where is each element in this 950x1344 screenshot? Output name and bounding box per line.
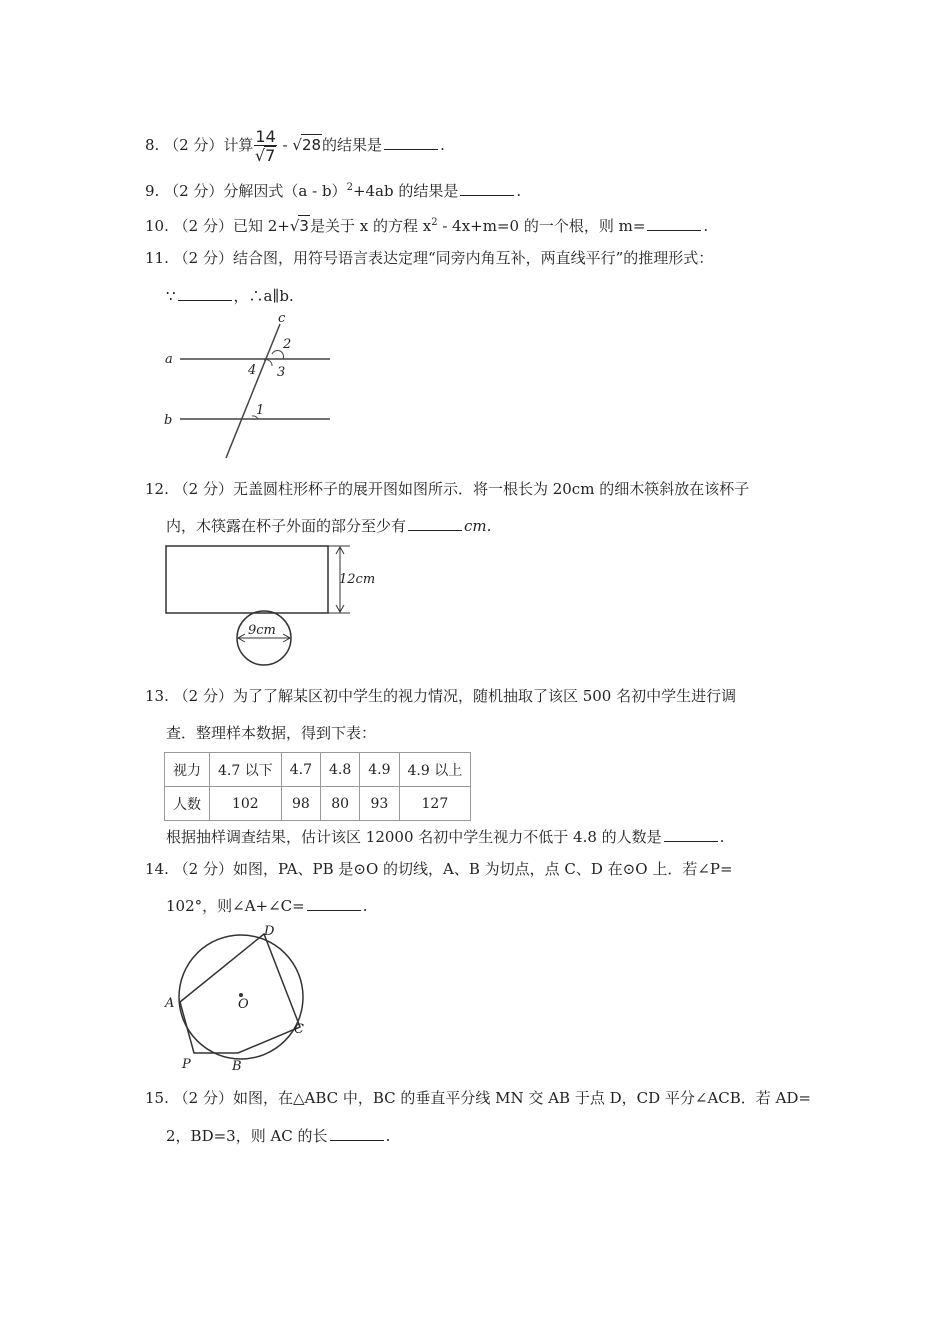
table-cell: 4.7 [281, 753, 320, 787]
minus-sign: - [277, 136, 293, 154]
table-cell: 人数 [165, 787, 210, 821]
table-cell: 视力 [165, 753, 210, 787]
because-symbol: ∵ [166, 287, 176, 305]
answer-blank[interactable] [330, 1126, 384, 1141]
radical-sign: √ [254, 146, 266, 165]
table-row [165, 753, 471, 787]
fraction-numerator: 14 [255, 127, 276, 146]
question-text: 无盖圆柱形杯子的展开图如图所示．将一根长为 20cm 的细木筷斜放在该杯子 [232, 480, 750, 498]
question-13-line3: 根据抽样调查结果，估计该区 12000 名初中学生视力不低于 4.8 的人数是 . [166, 828, 725, 846]
question-text: 为了了解某区初中学生的视力情况，随机抽取了该区 500 名初中学生进行调 [232, 687, 737, 705]
answer-blank[interactable] [408, 516, 462, 531]
question-15-line2: 2，BD=3，则 AC 的长 . [166, 1127, 391, 1145]
question-14 [145, 859, 733, 879]
table-row [165, 787, 471, 821]
table-cell: 80 [320, 787, 359, 821]
figure-circle-tangents [160, 920, 320, 1080]
question-text: ，∴a∥b. [233, 287, 294, 305]
question-text: 根据抽样调查结果，估计该区 12000 名初中学生视力不低于 4.8 的人数是 [166, 828, 662, 846]
label-a: A [165, 996, 175, 1011]
question-text: +4ab 的结果是 [352, 182, 459, 200]
question-text: 计算 [223, 136, 254, 154]
table-cell: 98 [281, 787, 320, 821]
question-13 [145, 686, 736, 706]
question-8: 8. （2 分）计算 $\frac{14}{√7}$ - √28的结果是 . [145, 127, 445, 165]
height-label: 12cm [339, 572, 376, 587]
label-p: P [182, 1057, 191, 1072]
transversal-c [226, 324, 280, 458]
question-12-line2 [166, 516, 491, 536]
answer-blank[interactable] [664, 827, 718, 842]
question-text: 的结果是 [322, 136, 383, 154]
question-text: 查．整理样本数据，得到下表： [166, 724, 377, 742]
table-cell: 93 [360, 787, 399, 821]
question-15 [145, 1088, 811, 1108]
exponent: 2 [346, 182, 353, 193]
radical-sign: √ [289, 217, 300, 235]
question-score: （2 分） [173, 860, 233, 878]
question-score: （2 分） [164, 182, 224, 200]
question-number: 10. [145, 217, 169, 235]
question-number: 15. [145, 1089, 169, 1107]
answer-blank[interactable] [178, 286, 232, 301]
table-cell: 4.7 以下 [210, 753, 282, 787]
answer-blank[interactable] [647, 216, 701, 231]
question-12 [145, 479, 749, 499]
question-text: 分解因式（a - b） [223, 182, 347, 200]
radicand: 28 [301, 136, 322, 154]
question-text: 2，BD=3，则 AC 的长 [166, 1127, 328, 1145]
exponent: 2 [431, 217, 438, 228]
label-c: c [278, 311, 286, 326]
figure-cylinder-net [160, 540, 390, 670]
net-rectangle [166, 546, 328, 613]
question-text: - 4x+m=0 的一个根，则 m= [437, 217, 646, 235]
question-text: 102°，则∠A+∠C= [166, 897, 305, 915]
question-text: 如图，在△ABC 中，BC 的垂直平分线 MN 交 AB 于点 D，CD 平分∠ACB．若 AD= [232, 1089, 811, 1107]
question-text: 如图，PA、PB 是⊙O 的切线，A、B 为切点，点 C、D 在⊙O 上．若∠P= [232, 860, 733, 878]
table-cell: 127 [399, 787, 471, 821]
answer-blank[interactable] [460, 181, 514, 196]
question-number: 14. [145, 860, 169, 878]
question-score: （2 分） [173, 687, 233, 705]
angle-arc-2 [272, 350, 284, 359]
table-cell: 4.9 [360, 753, 399, 787]
question-text: 是关于 x 的方程 x [309, 217, 432, 235]
label-b: b [164, 413, 173, 428]
question-number: 11. [145, 249, 169, 267]
question-score: （2 分） [173, 1089, 233, 1107]
label-a: a [165, 352, 173, 367]
table-cell: 4.8 [320, 753, 359, 787]
label-b: B [232, 1059, 242, 1074]
label-4: 4 [248, 363, 257, 378]
answer-blank[interactable] [307, 896, 361, 911]
question-text: 内，木筷露在杯子外面的部分至少有 [166, 517, 407, 535]
question-number: 8. [145, 136, 160, 154]
label-c: C [294, 1022, 304, 1037]
question-10: 10. （2 分）已知 2+√3是关于 x 的方程 $x^2 - 4x+m=0$ 的一个根，则 m= . [145, 217, 709, 235]
vision-table [164, 752, 471, 821]
question-13-line2 [166, 723, 376, 743]
label-d: D [264, 924, 275, 939]
label-3: 3 [277, 365, 286, 380]
question-text: 已知 2+ [232, 217, 290, 235]
label-o: O [238, 997, 249, 1012]
radicand: 3 [299, 217, 309, 235]
radical-sign: √ [292, 136, 302, 154]
question-number: 12. [145, 480, 169, 498]
label-2: 2 [283, 337, 292, 352]
question-score: （2 分） [173, 480, 233, 498]
table-cell: 4.9 以上 [399, 753, 471, 787]
question-11 [145, 248, 713, 268]
figure-parallel-lines [160, 310, 340, 460]
question-9: 9. （2 分）分解因式（a - b）$^2$+4ab 的结果是 . [145, 182, 522, 200]
answer-blank[interactable] [384, 135, 438, 150]
label-1: 1 [256, 403, 265, 418]
question-number: 13. [145, 687, 169, 705]
question-score: （2 分） [164, 136, 224, 154]
diameter-label: 9cm [248, 623, 276, 638]
unit: cm. [464, 517, 492, 535]
question-11-line2 [166, 286, 294, 306]
question-score: （2 分） [173, 249, 233, 267]
question-14-line2: 102°，则∠A+∠C= . [166, 897, 368, 915]
table-cell: 102 [210, 787, 282, 821]
question-text: 结合图，用符号语言表达定理“同旁内角互补，两直线平行”的推理形式： [232, 249, 714, 267]
radicand: 7 [265, 146, 276, 165]
question-score: （2 分） [173, 217, 233, 235]
fraction [254, 128, 276, 164]
question-number: 9. [145, 182, 160, 200]
